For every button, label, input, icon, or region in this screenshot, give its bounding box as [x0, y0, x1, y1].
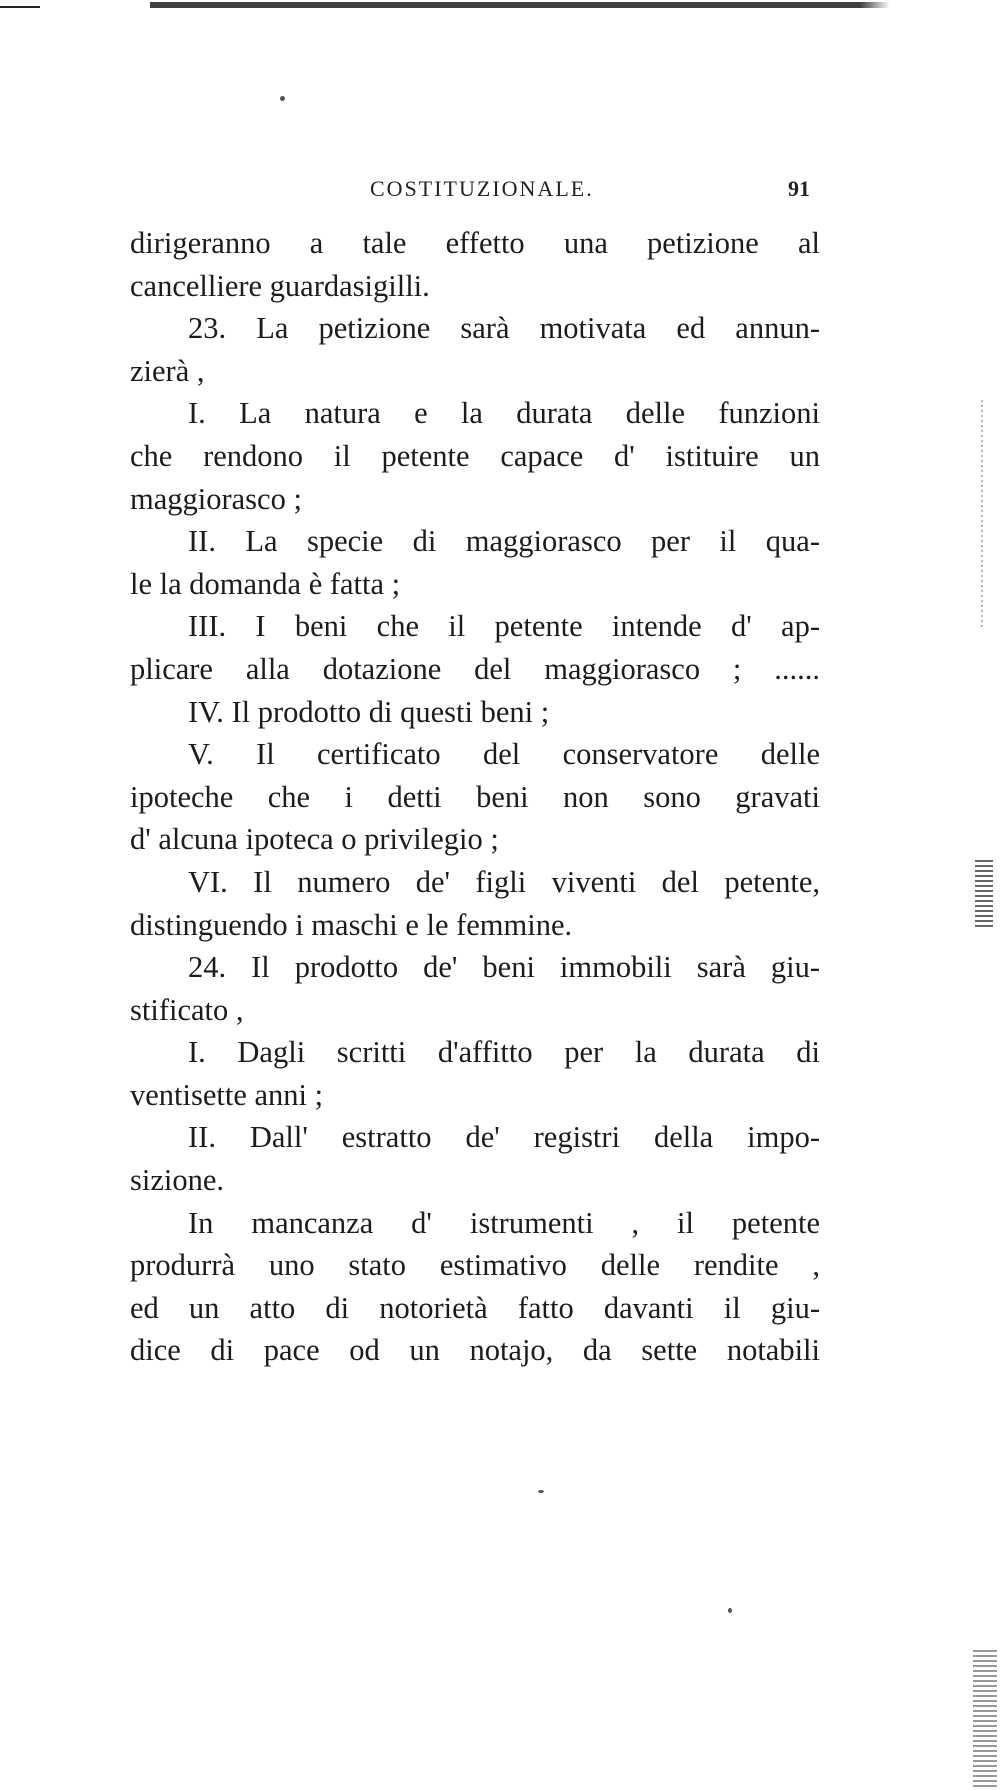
text-line: stificato ,	[130, 992, 244, 1027]
text-line: II. Dall' estratto de' registri della impo-	[188, 1120, 820, 1155]
text-line: IV. Il prodotto di questi beni ;	[188, 694, 550, 729]
scan-speck	[280, 96, 285, 101]
text-line: le la domanda è fatta ;	[130, 566, 401, 601]
top-rule-left	[0, 6, 40, 8]
text-line: dice di pace od un notajo, da sette notabili	[130, 1333, 820, 1368]
text-line: zierà ,	[130, 353, 205, 388]
text-line: sizione.	[130, 1163, 225, 1198]
text-line: plicare alla dotazione del maggiorasco ; ......	[130, 651, 820, 686]
text-line: 23. La petizione sarà motivata ed annun-	[188, 311, 820, 346]
text-line: dirigeranno a tale effetto una petizione al	[130, 226, 820, 260]
body-text	[130, 222, 820, 1372]
scan-margin-noise	[967, 100, 1007, 1650]
page-header	[130, 176, 810, 206]
text-line: produrrà uno stato estimativo delle rendite ,	[130, 1248, 820, 1283]
running-head: COSTITUZIONALE.	[370, 176, 594, 201]
text-line: ipoteche che i detti beni non sono gravati	[130, 779, 820, 814]
text-line: VI. Il numero de' figli viventi del petente,	[188, 864, 820, 899]
text-line: II. La specie di maggiorasco per il qua-	[188, 524, 820, 559]
text-line: III. I beni che il petente intende d' ap-	[188, 609, 820, 644]
scan-speck	[728, 1608, 732, 1613]
text-line: In mancanza d' istrumenti , il petente	[188, 1205, 820, 1240]
text-line: I. La natura e la durata delle funzioni	[188, 396, 820, 431]
text-line: 24. Il prodotto de' beni immobili sarà giu-	[188, 950, 820, 985]
text-line: maggiorasco ;	[130, 481, 302, 516]
text-line: d' alcuna ipoteca o privilegio ;	[130, 822, 499, 857]
page-number: 91	[788, 176, 810, 201]
text-line: I. Dagli scritti d'affitto per la durata di	[188, 1035, 820, 1070]
text-line: V. Il certificato del conservatore delle	[188, 737, 820, 772]
scan-artifact	[973, 1650, 997, 1790]
text-line: cancelliere guardasigilli.	[130, 268, 430, 303]
scan-speck	[538, 1490, 544, 1493]
top-rule	[0, 2, 890, 8]
text-line: ventisette anni ;	[130, 1077, 324, 1112]
text-line: distinguendo i maschi e le femmine.	[130, 907, 573, 942]
scan-artifact	[981, 400, 983, 630]
scan-artifact	[975, 860, 993, 930]
text-line: che rendono il petente capace d' istituire un	[130, 438, 820, 473]
text-line: ed un atto di notorietà fatto davanti il giu-	[130, 1290, 820, 1325]
